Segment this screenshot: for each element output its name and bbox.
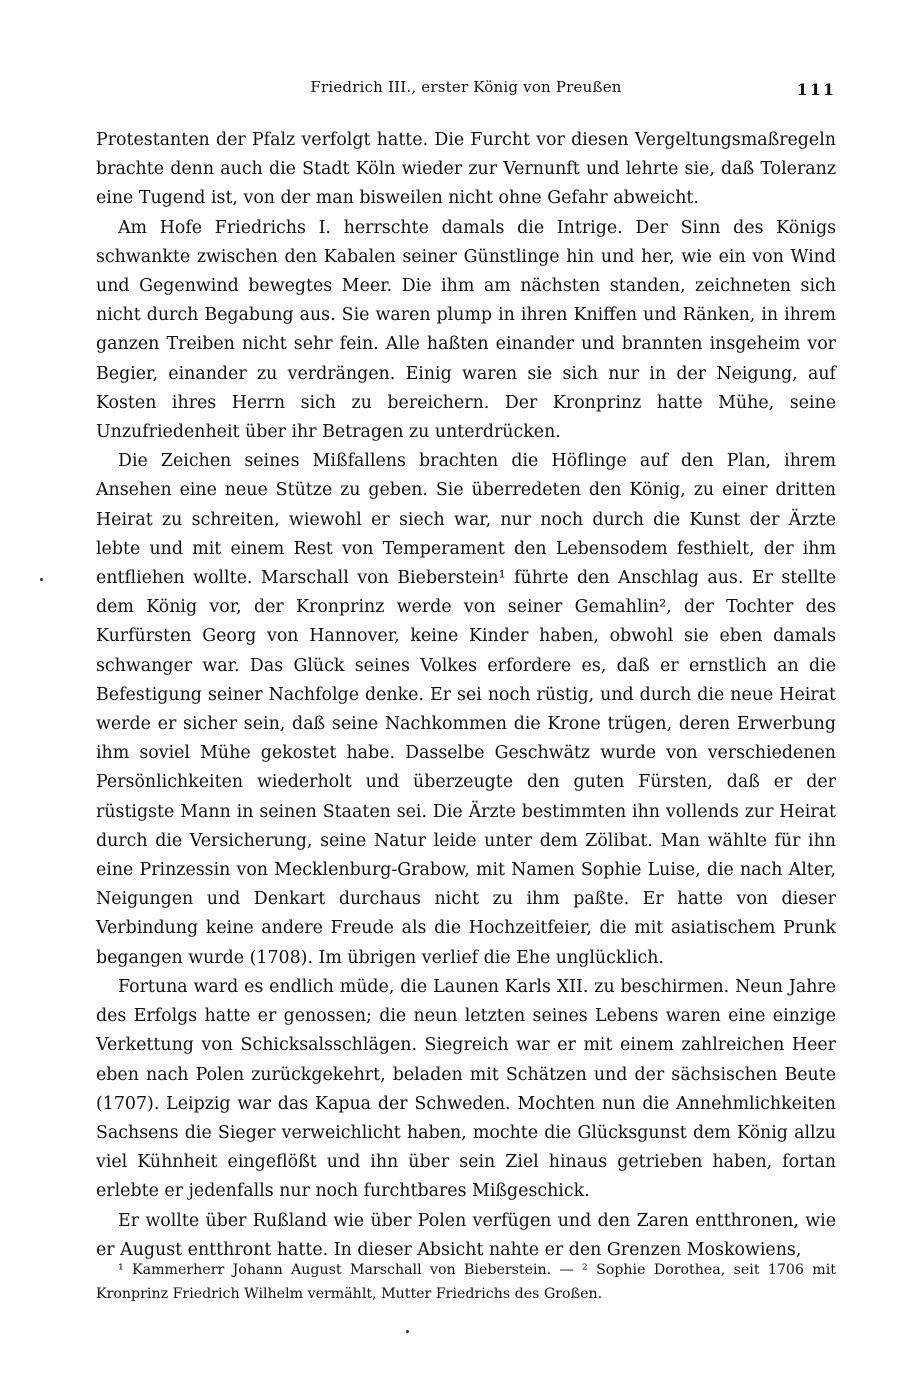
paper-speck xyxy=(406,1330,409,1333)
paragraph-court-intrigue: Am Hofe Friedrichs I. herrschte damals die Intrige. Der Sinn des Königs schwankte zwischen den Kabalen seiner Günstlinge hin und her, wie ein von Wind und Gegenwind bewegtes Meer. Die ihm am nächsten standen, zeichneten sich nicht durch Begabung aus. Sie waren plump in ihren Kniffen und Ränken, in ihrem ganzen Treiben nicht sehr fein. Alle haßten einander und brannten insgeheim vor Begier, einander zu verdrängen. Einig waren sie sich nur in der Neigung, auf Kosten ihres Herrn sich zu bereichern. Der Kronprinz hatte Mühe, seine Unzufriedenheit über ihr Betragen zu unterdrücken. xyxy=(96,217,836,443)
paragraph-russia: Er wollte über Rußland wie über Polen verfügen und den Zaren entthronen, wie er August entthront hatte. In dieser Absicht nahte er den Grenzen Moskowiens, xyxy=(96,1210,836,1260)
paragraph-third-marriage: Die Zeichen seines Mißfallens brachten die Höflinge auf den Plan, ihrem Ansehen eine neue Stütze zu geben. Sie überredeten den König, zu einer dritten Heirat zu schreiten, wiewohl er siech war, nur noch durch die Kunst der Ärzte lebte und mit einem Rest von Temperament den Lebensodem festhielt, der ihm entfliehen wollte. Marschall von Bieberstein¹ führte den Anschlag aus. Er stellte dem König vor, der Kronprinz werde von seiner Gemahlin², der Tochter des Kurfürsten Georg von Hannover, keine Kinder haben, obwohl sie eben damals schwanger war. Das Glück seines Volkes erfordere es, daß er ernstlich an die Befestigung seiner Nachfolge denke. Er sei noch rüstig, und durch die neue Heirat werde er sicher sein, daß seine Nachkommen die Krone trügen, deren Erwerbung ihm soviel Mühe gekostet habe. Dasselbe Geschwätz wurde von verschiedenen Persönlichkeiten wiederholt und überzeugte den guten Fürsten, daß er der rüstigste Mann in seinen Staaten sei. Die Ärzte bestimmten ihn vollends zur Heirat durch die Versicherung, seine Natur leide unter dem Zölibat. Man wählte für ihn eine Prinzessin von Mecklenburg-Grabow, mit Namen Sophie Luise, die nach Alter, Neigungen und Denkart durchaus nicht zu ihm paßte. Er hatte von dieser Verbindung keine andere Freude als die Hochzeitfeier, die mit asiatischem Prunk begangen wurde (1708). Im übrigen verlief die Ehe unglücklich. xyxy=(96,451,836,968)
page-number: 111 xyxy=(796,80,836,99)
paragraph-continuation: Protestanten der Pfalz verfolgt hatte. Die Furcht vor diesen Vergeltungsmaßregeln brachte denn auch die Stadt Köln wieder zur Vernunft und lehrte sie, daß Toleranz eine Tugend ist, von der man bisweilen nicht ohne Gefahr abweicht. xyxy=(96,130,836,209)
paper-speck xyxy=(40,578,43,581)
running-title: Friedrich III., erster König von Preußen xyxy=(310,78,622,96)
footnotes xyxy=(96,1258,836,1306)
footnote-text: ¹ Kammerherr Johann August Marschall von Bieberstein. — ² Sophie Dorothea, seit 1706 mit Kronprinz Friedrich Wilhelm vermählt, Mutter Friedrichs des Großen. xyxy=(96,1262,836,1302)
paragraph-charles-xii: Fortuna ward es endlich müde, die Launen Karls XII. zu beschirmen. Neun Jahre des Erfolgs hatte er genossen; die neun letzten seines Lebens waren eine einzige Verkettung von Schicksalsschlägen. Siegreich war er mit einem zahlreichen Heer eben nach Polen zurückgekehrt, beladen mit Schätzen und der sächsischen Beute (1707). Leipzig war das Kapua der Schweden. Mochten nun die Annehmlichkeiten Sachsens die Sieger verweichlicht haben, mochte die Glücksgunst dem König allzu viel Kühnheit eingeflößt und ihn über sein Ziel hinaus getrieben haben, fortan erlebte er jedenfalls nur noch furchtbares Mißgeschick. xyxy=(96,976,836,1202)
running-head xyxy=(96,78,836,102)
body-text xyxy=(96,126,836,1265)
